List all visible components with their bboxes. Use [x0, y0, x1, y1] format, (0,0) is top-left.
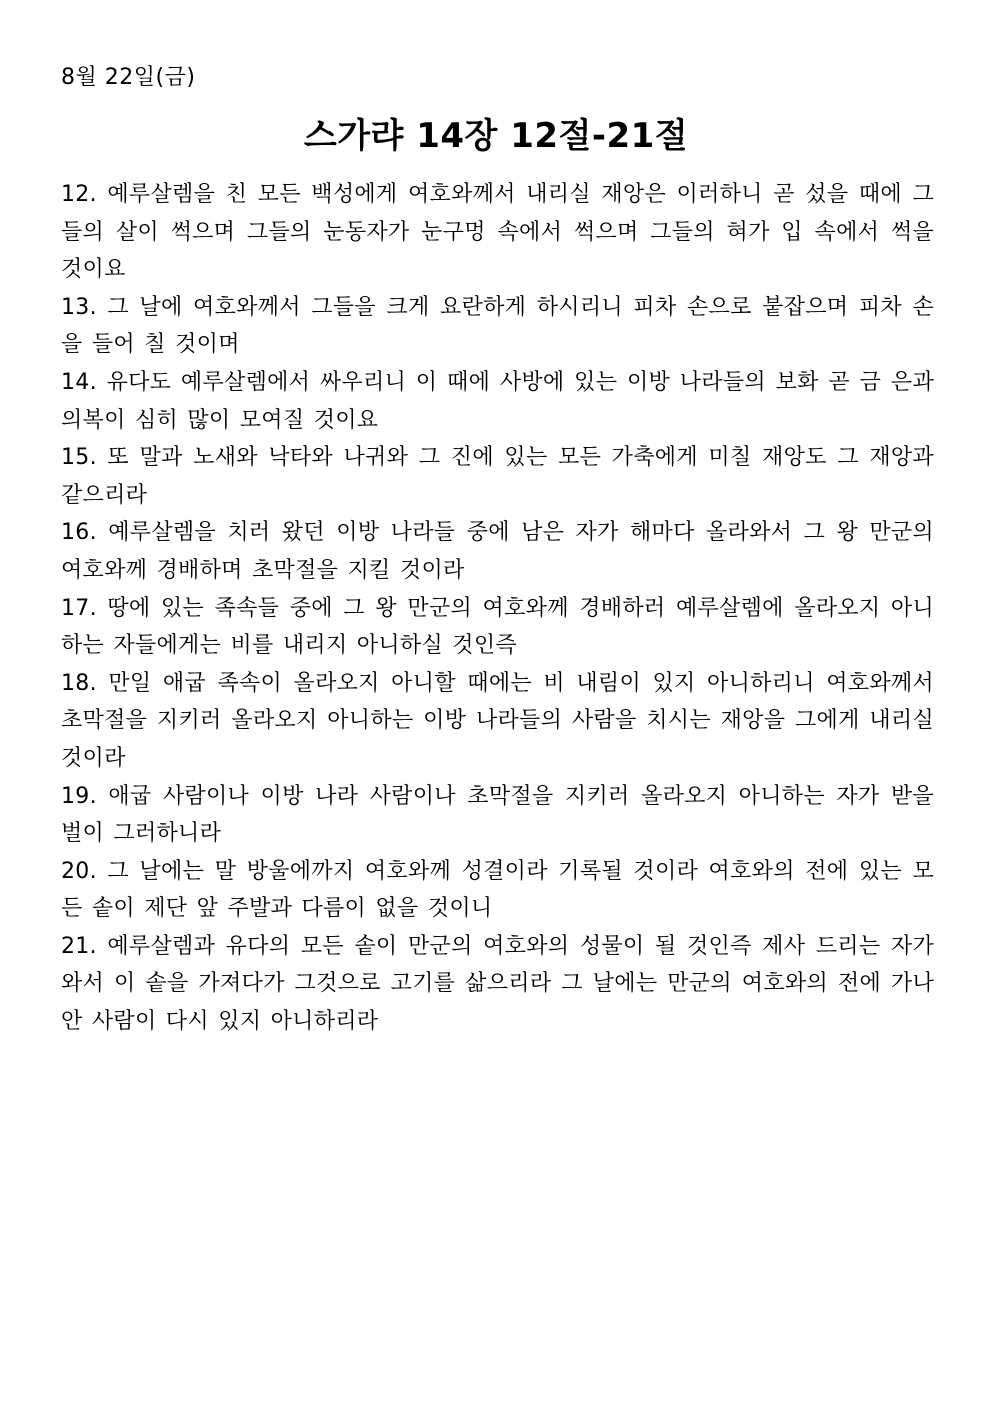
- verse-21: 21. 예루살렘과 유다의 모든 솥이 만군의 여호와의 성물이 될 것인즉 제사 드리는 자가 와서 이 솥을 가져다가 그것으로 고기를 삶으리라 그 날에는 만군의 여호와의 전에 가나안 사람이 다시 있지 아니하리라: [61, 933, 934, 1035]
- date-label: 8월 22일(금): [61, 65, 196, 90]
- verse-14: 14. 유다도 예루살렘에서 싸우리니 이 때에 사방에 있는 이방 나라들의 보화 곧 금 은과 의복이 심히 많이 모여질 것이요: [61, 369, 934, 433]
- verse-20: 20. 그 날에는 말 방울에까지 여호와께 성결이라 기록될 것이라 여호와의 전에 있는 모든 솥이 제단 앞 주발과 다름이 없을 것이니: [61, 858, 934, 922]
- page-title: 스가랴 14장 12절-21절: [303, 116, 689, 156]
- verse-18: 18. 만일 애굽 족속이 올라오지 아니할 때에는 비 내림이 있지 아니하리니 여호와께서 초막절을 지키러 올라오지 아니하는 이방 나라들의 사람을 치시는 재앙을 그에게 내리실 것이라: [61, 670, 934, 771]
- verse-15: 15. 또 말과 노새와 낙타와 나귀와 그 진에 있는 모든 가축에게 미칠 재앙도 그 재앙과 같으리라: [61, 445, 934, 508]
- verse-list: [61, 176, 934, 1041]
- verse-19: 19. 애굽 사람이나 이방 나라 사람이나 초막절을 지키러 올라오지 아니하는 자가 받을 벌이 그러하니라: [61, 783, 934, 847]
- verse-16: 16. 예루살렘을 치러 왔던 이방 나라들 중에 남은 자가 해마다 올라와서 그 왕 만군의 여호와께 경배하며 초막절을 지킬 것이라: [61, 520, 934, 583]
- verse-12: 12. 예루살렘을 친 모든 백성에게 여호와께서 내리실 재앙은 이러하니 곧 섰을 때에 그들의 살이 썩으며 그들의 눈동자가 눈구멍 속에서 썩으며 그들의 혀가 입 속에서 썩을 것이요: [61, 182, 934, 283]
- verse-13: 13. 그 날에 여호와께서 그들을 크게 요란하게 하시리니 피차 손으로 붙잡으며 피차 손을 들어 칠 것이며: [61, 294, 934, 358]
- verse-17: 17. 땅에 있는 족속들 중에 그 왕 만군의 여호와께 경배하러 예루살렘에 올라오지 아니하는 자들에게는 비를 내리지 아니하실 것인즉: [61, 595, 934, 659]
